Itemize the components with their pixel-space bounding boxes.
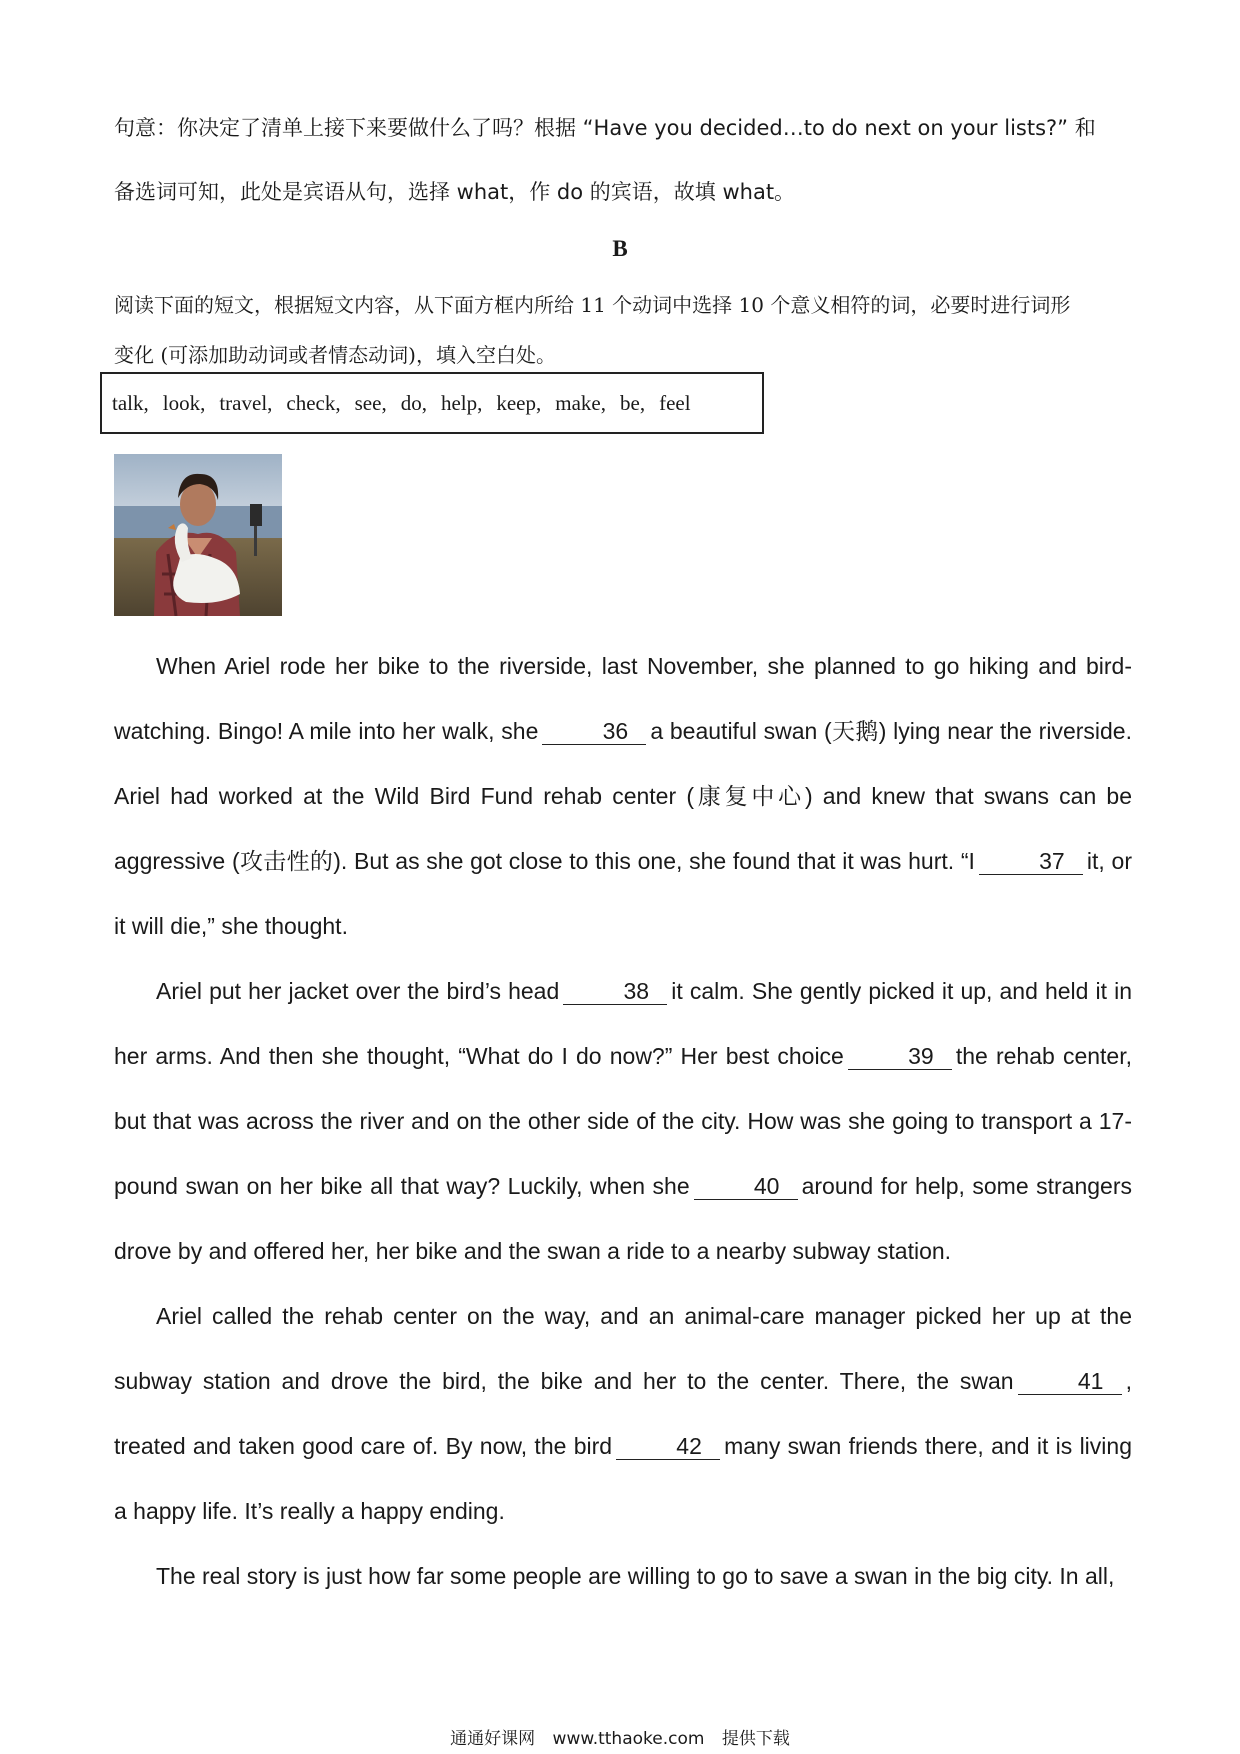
word-bank-item: look, (162, 390, 206, 415)
word-bank-item: make, (555, 390, 606, 415)
answer-blank-36[interactable]: 36 (542, 718, 646, 745)
word-bank-item: feel (659, 390, 691, 415)
page-footer (0, 1724, 1240, 1749)
answer-blank-42[interactable]: 42 (616, 1433, 720, 1460)
explanation-line-1: 句意：你决定了清单上接下来要做什么了吗？根据 “Have you decided…to do next on your lists?” 和 (114, 116, 1096, 140)
woman-holding-swan-photo (114, 454, 282, 616)
paragraph-text: around for help, some strangers drove by and offered her, her bike and the swan a ride to a nearby subway station. (114, 1173, 1132, 1264)
word-bank-item: be, (620, 390, 646, 415)
paragraph-text: many swan friends there, and it is living a happy life. It’s really a happy ending. (114, 1433, 1132, 1524)
answer-blank-37[interactable]: 37 (979, 848, 1083, 875)
story-passage (114, 634, 1132, 1609)
answer-blank-40[interactable]: 40 (694, 1173, 798, 1200)
footer-url[interactable]: www.tthaoke.com (552, 1729, 705, 1749)
paragraph-text: , treated and taken good care of. By now, the bird (114, 1368, 1132, 1459)
instruction-line-2: 变化 (可添加助动词或者情态动词)，填入空白处。 (114, 343, 556, 367)
paragraph-text: The real story is just how far some people are willing to go to save a swan in the big city. In all, (156, 1563, 1115, 1589)
paragraph-text: Ariel put her jacket over the bird’s head (156, 978, 560, 1004)
previous-answer-explanation (114, 96, 1132, 224)
paragraph-text: the rehab center, but that was across the river and on the other side of the city. How was she going to transport a 17-pound swan on her bike all that way? Luckily, when she (114, 1043, 1132, 1199)
paragraph-text: it calm. She gently picked it up, and held it in her arms. And then she thought, “What do I do now?” Her best choice (114, 978, 1133, 1069)
section-title: B (612, 236, 628, 261)
paragraph-text: When Ariel rode her bike to the riverside, last November, she planned to go hiking and bird-watching. Bingo! A mile into her walk, she (114, 653, 1132, 744)
explanation-line-2: 备选词可知，此处是宾语从句，选择 what，作 do 的宾语，故填 what。 (114, 180, 796, 204)
story-paragraph-3 (114, 1284, 1132, 1544)
answer-blank-38[interactable]: 38 (563, 978, 667, 1005)
word-bank-item: travel, (219, 390, 273, 415)
word-bank-item: talk, (112, 390, 149, 415)
word-bank-item: help, (440, 390, 483, 415)
instruction-line-1: 阅读下面的短文，根据短文内容，从下面方框内所给 11 个动词中选择 10 个意义相符的词，必要时进行词形 (114, 293, 1071, 317)
answer-blank-39[interactable]: 39 (848, 1043, 952, 1070)
story-paragraph-1 (114, 634, 1132, 959)
answer-blank-41[interactable]: 41 (1018, 1368, 1122, 1395)
word-bank-item: do, (400, 390, 427, 415)
paragraph-text: Ariel called the rehab center on the way, and an animal-care manager picked her up at the subway station and drove the bird, the bike and her to the center. There, the swan (114, 1303, 1132, 1394)
footer-download-text: 提供下载 (721, 1729, 790, 1749)
word-bank-box (100, 372, 764, 434)
section-instructions (114, 280, 1134, 380)
story-paragraph-4 (114, 1544, 1132, 1609)
word-bank-item: keep, (496, 390, 542, 415)
paragraph-text: a beautiful swan (天鹅) lying near the riverside. Ariel had worked at the Wild Bird Fund rehab center (康复中心) and knew that swans can be aggressive (攻击性的). But as she got close to this one, she found that it was hurt. “I (114, 718, 1132, 874)
word-bank-item: check, (286, 390, 341, 415)
story-paragraph-2 (114, 959, 1132, 1284)
paragraph-text: it, or it will die,” she thought. (114, 848, 1132, 939)
word-bank-item: see, (354, 390, 387, 415)
footer-site-name: 通通好课网 (450, 1729, 536, 1749)
